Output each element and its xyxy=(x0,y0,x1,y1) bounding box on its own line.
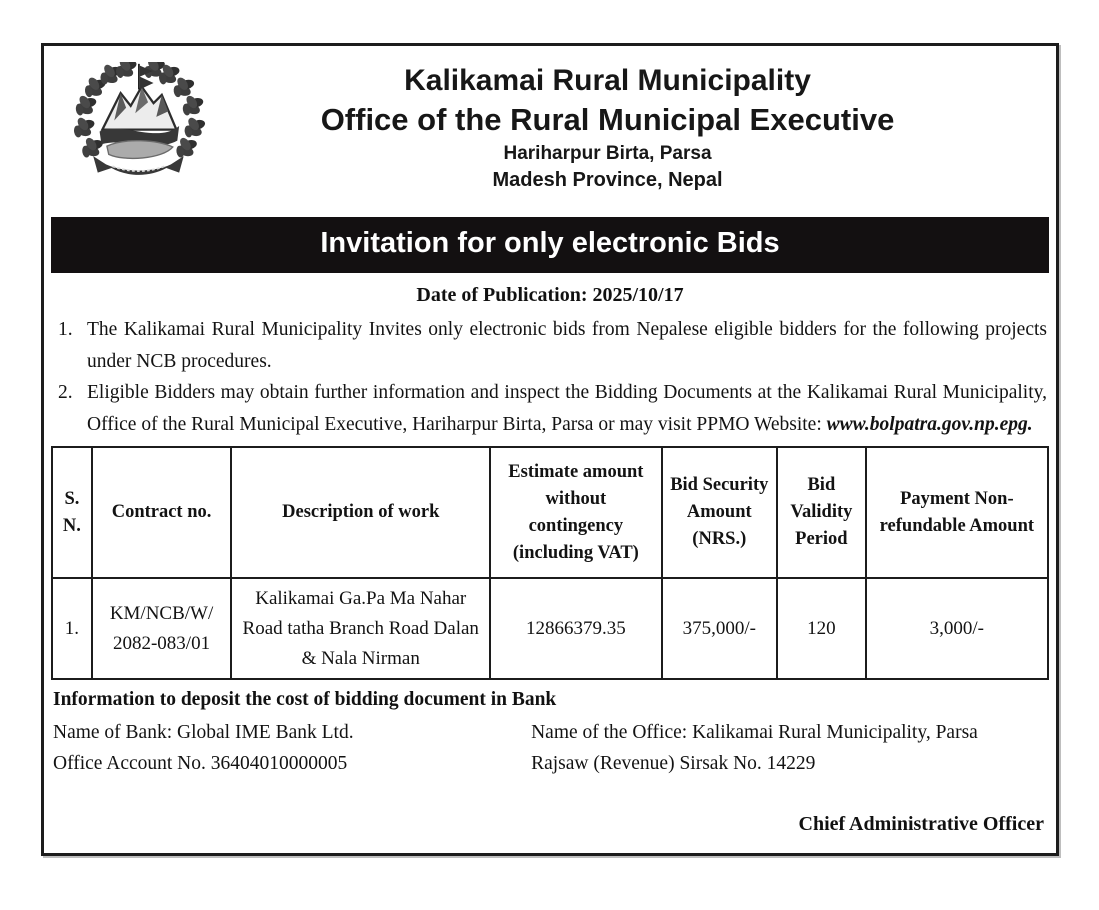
revenue-sirsak-line: Rajsaw (Revenue) Sirsak No. 14229 xyxy=(531,753,816,774)
notice-item-text xyxy=(87,377,1049,440)
nepal-coat-of-arms-icon xyxy=(69,62,207,190)
invitation-banner: Invitation for only electronic Bids xyxy=(51,217,1049,273)
cell-description: Kalikamai Ga.Pa Ma Nahar Road tatha Branch Road Dalan & Nala Nirman xyxy=(231,578,490,679)
notice-list xyxy=(51,314,1049,440)
office-name-line: Name of the Office: Kalikamai Rural Municipality, Parsa xyxy=(531,722,978,743)
notice-item-text-body: Eligible Bidders may obtain further information and inspect the Bidding Documents at the Kalikamai Rural Municipality, Office of the Rural Municipal Executive, Hariharpur Birta, Parsa or may visit PPMO Website: xyxy=(87,382,1047,435)
organization-name: Kalikamai Rural Municipality xyxy=(404,64,811,97)
cell-payment: 3,000/- xyxy=(866,578,1048,679)
notice-item-number: 1. xyxy=(58,319,73,340)
bank-name-line: Name of Bank: Global IME Bank Ltd. xyxy=(53,722,354,743)
header-bid-validity: Bid Validity Period xyxy=(777,447,866,578)
notice-item-number: 2. xyxy=(58,382,73,403)
header-bid-security: Bid Security Amount (NRS.) xyxy=(662,447,778,578)
ppmo-website-text: www.bolpatra.gov.np.epg. xyxy=(826,413,1033,435)
bank-info-columns xyxy=(53,717,1049,779)
header-sn: S. N. xyxy=(52,447,92,578)
cell-bid-validity: 120 xyxy=(777,578,866,679)
office-account-line: Office Account No. 36404010000005 xyxy=(53,753,348,774)
cell-sn: 1. xyxy=(52,578,92,679)
header-description: Description of work xyxy=(231,447,490,578)
bid-table xyxy=(51,446,1049,680)
notice-item-2 xyxy=(51,377,1049,440)
notice-item-1 xyxy=(51,314,1049,377)
publication-date: Date of Publication: 2025/10/17 xyxy=(416,284,684,306)
signature-title: Chief Administrative Officer xyxy=(798,813,1044,835)
bid-table-header-row xyxy=(52,447,1048,578)
office-name: Office of the Rural Municipal Executive xyxy=(320,102,895,137)
address-line-2: Madesh Province, Nepal xyxy=(492,169,723,191)
cell-contract-no: KM/NCB/W/ 2082-083/01 xyxy=(92,578,231,679)
bid-table-row xyxy=(52,578,1048,679)
document-header xyxy=(51,54,1049,204)
header-contract-no: Contract no. xyxy=(92,447,231,578)
header-text-block xyxy=(211,54,1004,194)
bank-section-heading: Information to deposit the cost of bidding document in Bank xyxy=(53,689,557,710)
address-line-1: Hariharpur Birta, Parsa xyxy=(503,143,712,164)
bank-info-left xyxy=(53,717,531,779)
bid-invitation-document xyxy=(41,43,1059,856)
cell-estimate: 12866379.35 xyxy=(490,578,661,679)
notice-item-text: The Kalikamai Rural Municipality Invites only electronic bids from Nepalese eligible bidders for the following projects under NCB procedures. xyxy=(87,319,1047,372)
cell-bid-security: 375,000/- xyxy=(662,578,778,679)
header-payment: Payment Non-refundable Amount xyxy=(866,447,1048,578)
bank-info-right xyxy=(531,717,1049,779)
header-estimate: Estimate amount without contingency (including VAT) xyxy=(490,447,661,578)
